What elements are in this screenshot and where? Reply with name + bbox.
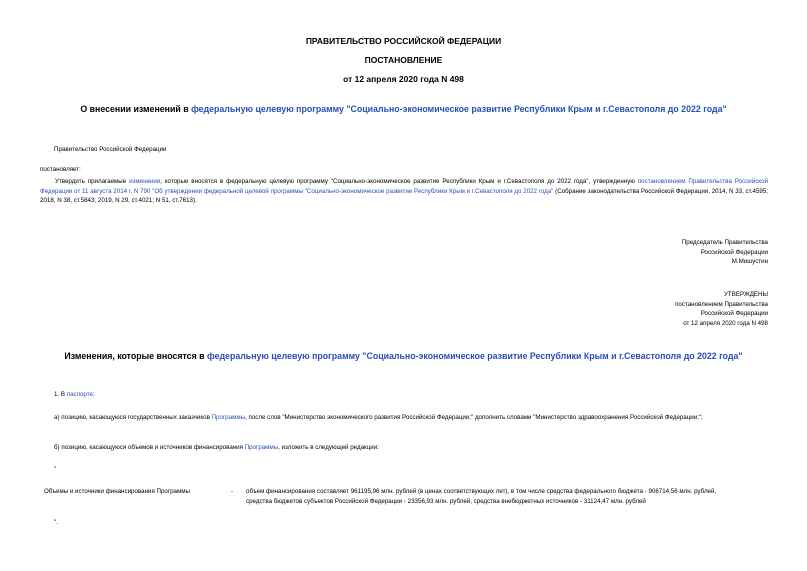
item-b xyxy=(54,443,379,453)
financing-value xyxy=(246,487,776,506)
item-text: 1. В xyxy=(54,391,67,398)
government-label: Правительство Российской Федерации xyxy=(54,146,167,153)
decree-title xyxy=(0,104,807,114)
item-1 xyxy=(54,390,95,400)
signature-block xyxy=(500,238,768,267)
approval-heading: УТВЕРЖДЕНЫ xyxy=(724,291,768,298)
item-a xyxy=(40,413,770,423)
decree-word: постановляет: xyxy=(40,166,81,173)
signature-position: Председатель Правительства xyxy=(681,239,768,246)
decree-title-prefix: О внесении изменений в xyxy=(80,104,192,114)
paragraph-text: Утвердить прилагаемые xyxy=(55,178,130,185)
financing-label: Объемы и источники финансирования Программы xyxy=(44,488,190,495)
approval-country: Российской Федерации xyxy=(700,310,768,317)
item-text: : xyxy=(92,391,95,398)
signature-name: М.Мишустин xyxy=(731,258,768,265)
program-link[interactable]: федеральную целевую программу "Социально-экономическое развитие Республики Крым и г.Севастополя до 2022 года" xyxy=(191,104,727,114)
item-text: б) позицию, касающуюся объемов и источников финансирования xyxy=(54,444,245,451)
signature-country: Российской Федерации xyxy=(700,248,768,256)
approval-date: от 12 апреля 2020 года N 498 xyxy=(683,319,768,327)
changes-title-prefix: Изменения, которые вносятся в xyxy=(64,351,207,361)
passport-link[interactable]: паспорте xyxy=(66,391,93,398)
financing-line-1: объем финансирования составляет 961195,96 млн. рублей (в ценах соответствующих лет), в том числе средства федерального бюджета - 906714,56 млн. рублей, xyxy=(246,488,717,495)
main-paragraph xyxy=(40,177,768,206)
changes-program-link[interactable]: федеральную целевую программу "Социально-экономическое развитие Республики Крым и г.Севастополя до 2022 года" xyxy=(207,351,743,361)
financing-line-2: средства бюджетов субъектов Российской Федерации - 23356,93 млн. рублей, средства внебюджетных источников - 31124,47 млн. рублей xyxy=(246,497,646,505)
program-link-b[interactable]: Программы xyxy=(244,444,279,451)
item-text: а) позицию, касающуюся государственных заказчиков xyxy=(54,414,212,421)
government-title: ПРАВИТЕЛЬСТВО РОССИЙСКОЙ ФЕДЕРАЦИИ xyxy=(305,36,502,46)
item-text: , изложить в следующей редакции: xyxy=(278,444,379,451)
document-type: ПОСТАНОВЛЕНИЕ xyxy=(364,55,443,65)
changes-link[interactable]: изменения xyxy=(129,178,161,185)
quote-close: ". xyxy=(54,519,58,526)
changes-title xyxy=(0,351,807,361)
quote-open: " xyxy=(54,466,57,473)
document-date-number: от 12 апреля 2020 года N 498 xyxy=(343,74,464,84)
approval-block xyxy=(500,290,768,328)
approval-by: постановлением Правительства xyxy=(675,300,768,308)
paragraph-text: , которые вносятся в федеральную целевую программу "Социально-экономическое развитие Республики Крым и г.Севастополя до 2022 года", утвержденную xyxy=(160,178,638,185)
financing-dash: - xyxy=(231,488,234,495)
program-link-a[interactable]: Программы xyxy=(211,414,246,421)
resolution-790-link[interactable]: постановлением Правительства Российской Федерации от 11 августа 2014 г. N 790 "Об утверждении федеральной целевой программы "Социально-экономическое развитие Республики Крым и г.Севастополя до 2022 года" xyxy=(40,178,768,195)
item-text: , после слов "Министерство экономического развития Российской Федерации;" дополнить словами "Министерство здравоохранения Российской Федерации;"; xyxy=(245,414,703,421)
paragraph-text: (Собрание законодательства Российской Федерации, 2014, N 33, ст.4595; 2018, N 38, ст.5843; 2019, N 29, ст.4021; N 51, ст.7613). xyxy=(40,187,768,204)
